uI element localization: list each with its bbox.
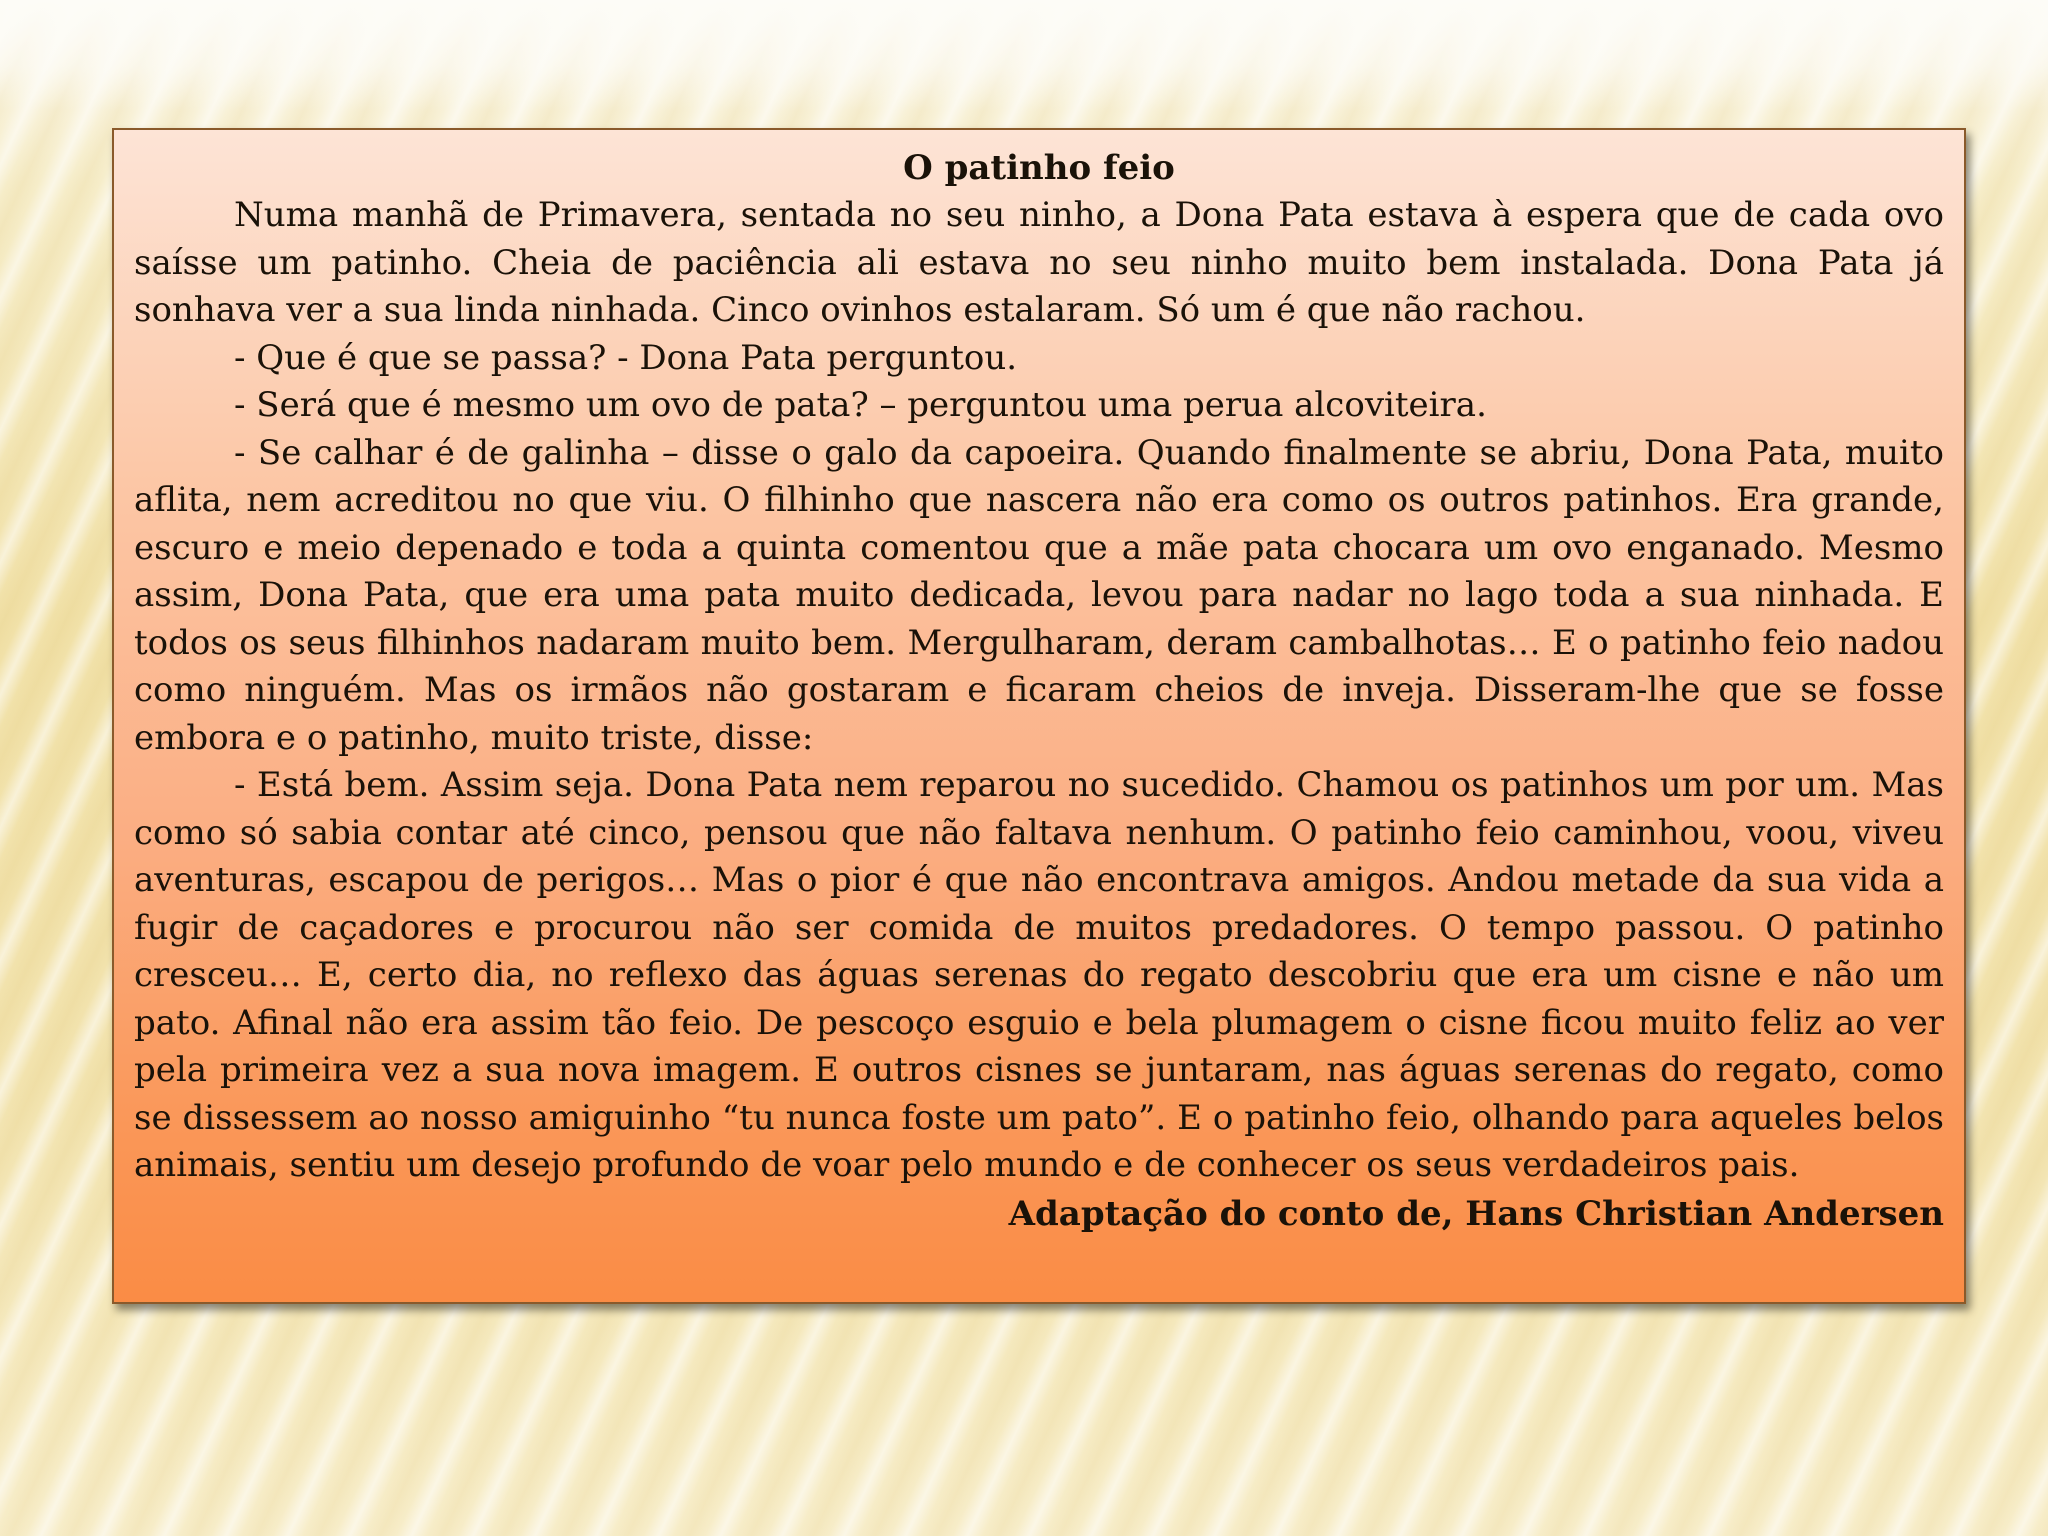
story-paragraph-1: Numa manhã de Primavera, sentada no seu ninho, a Dona Pata estava à espera que de cada ovo saísse um patinho. Cheia de paciência ali estava no seu ninho muito bem instalada. Dona Pata já sonhava ver a sua linda ninhada. Cinco ovinhos estalaram. Só um é que não rachou. [134,195,1944,330]
background-top-fade [0,0,2048,110]
story-paragraph-4: - Se calhar é de galinha – disse o galo da capoeira. Quando finalmente se abriu, Dona Pata, muito aflita, nem acreditou no que viu. O filhinho que nascera não era como os outros patinhos. Era grande, escuro e meio depenado e toda a quinta comentou que a mãe pata chocara um ovo enganado. Mesmo assim, Dona Pata, que era uma pata muito dedicada, levou para nadar no lago toda a sua ninhada. E todos os seus filhinhos nadaram muito bem. Mergulharam, deram cambalhotas… E o patinho feio nadou como ninguém. Mas os irmãos não gostaram e ficaram cheios de inveja. Disseram-lhe que se fosse embora e o patinho, muito triste, disse: [134,432,1944,758]
story-title: O patinho feio [903,148,1175,188]
story-paragraph-5: - Está bem. Assim seja. Dona Pata nem reparou no sucedido. Chamou os patinhos um por um. Mas como só sabia contar até cinco, pensou que não faltava nenhum. O patinho feio caminhou, voou, viveu aventuras, escapou de perigos… Mas o pior é que não encontrava amigos. Andou metade da sua vida a fugir de caçadores e procurou não ser comida de muitos predadores. O tempo passou. O patinho cresceu… E, certo dia, no reflexo das águas serenas do regato descobriu que era um cisne e não um pato. Afinal não era assim tão feio. De pescoço esguio e bela plumagem o cisne ficou muito feliz ao ver pela primeira vez a sua nova imagem. E outros cisnes se juntaram, nas águas serenas do regato, como se dissessem ao nosso amiguinho “tu nunca foste um pato”. E o patinho feio, olhando para aqueles belos animais, sentiu um desejo profundo de voar pelo mundo e de conhecer os seus verdadeiros pais. [134,765,1944,1185]
story-paragraph-2: - Que é que se passa? - Dona Pata perguntou. [234,337,1018,378]
story-paragraph-3: - Será que é mesmo um ovo de pata? – perguntou uma perua alcoviteira. [234,385,1487,425]
story-credit: Adaptação do conto de, Hans Christian Andersen [1008,1193,1944,1234]
story-text-box [112,128,1966,1304]
